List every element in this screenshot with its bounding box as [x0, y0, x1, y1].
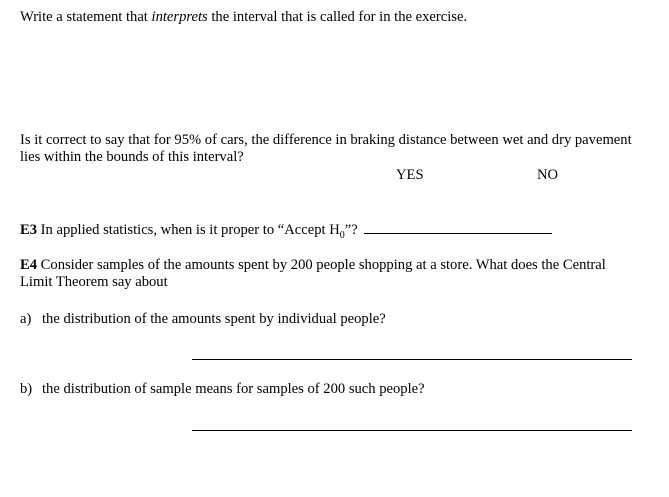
- e3-text: In applied statistics, when is it proper to “Accept H: [37, 222, 340, 238]
- e4-item-a-letter: a): [20, 311, 32, 327]
- interpret-question: [20, 9, 467, 26]
- e4-item-a: [20, 311, 386, 328]
- e4-item-a-text: the distribution of the amounts spent by individual people?: [42, 311, 386, 327]
- e3-question: [20, 220, 552, 239]
- e4-label: E4: [20, 257, 38, 273]
- no-option[interactable]: NO: [537, 167, 559, 183]
- e4-item-b-text: the distribution of sample means for samples of 200 such people?: [42, 381, 425, 397]
- e3-label: E3: [20, 222, 38, 238]
- interpret-question-emphasis: interprets: [151, 9, 208, 25]
- e4-item-a-answer-line[interactable]: [192, 359, 632, 360]
- e4-item-b-answer-line[interactable]: [192, 430, 632, 431]
- e3-subscript: 0: [339, 229, 345, 241]
- interpret-question-suffix: the interval that is called for in the exercise.: [207, 9, 468, 25]
- e3-answer-blank[interactable]: [364, 220, 552, 234]
- interpret-question-prefix: Write a statement that: [20, 9, 152, 25]
- correctness-question: Is it correct to say that for 95% of cars, the difference in braking distance between wet and dry pavement lies within the bounds of this interval?: [20, 132, 632, 165]
- yes-option[interactable]: YES: [396, 167, 424, 183]
- e4-question: [20, 257, 640, 291]
- e4-text: Consider samples of the amounts spent by 200 people shopping at a store. What does the Central Limit Theorem say about: [20, 257, 606, 290]
- e4-item-b-letter: b): [20, 381, 33, 397]
- e4-item-b: [20, 381, 425, 398]
- e3-text-end: ”?: [344, 222, 362, 238]
